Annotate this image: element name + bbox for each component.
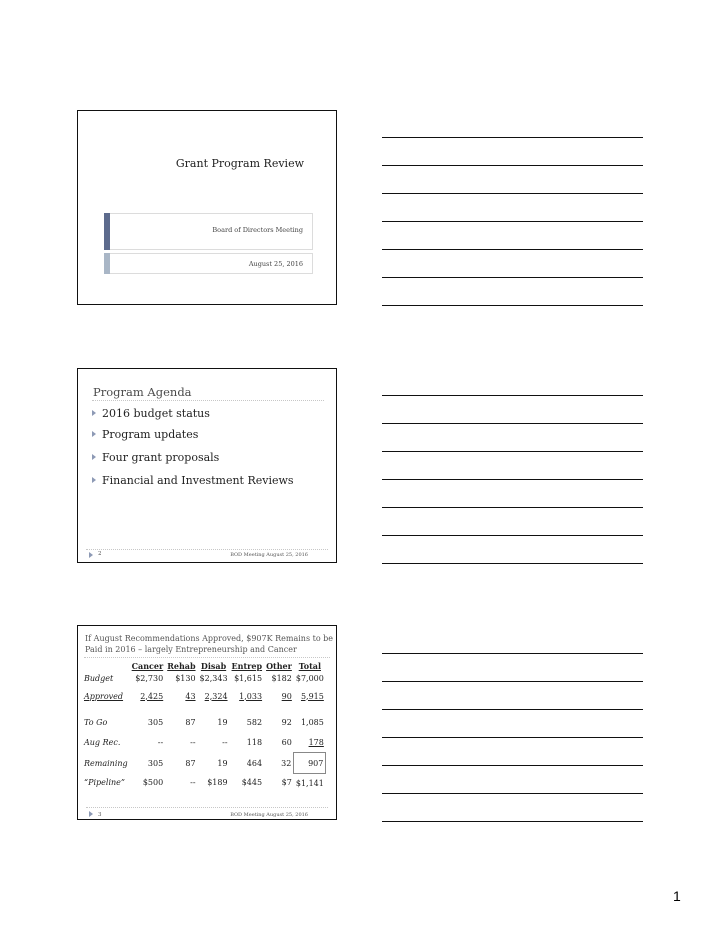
table-cell: 2,425: [140, 691, 164, 701]
row-label: To Go: [84, 718, 108, 727]
note-line: [382, 535, 643, 536]
table-cell: 87: [185, 718, 196, 727]
slide-3: [77, 625, 337, 820]
note-line: [382, 137, 643, 138]
title-divider: [84, 657, 330, 658]
agenda-item: [92, 428, 198, 441]
agenda-item-text: Financial and Investment Reviews: [102, 474, 294, 487]
table-row: [83, 685, 326, 707]
table-cell: 43: [185, 691, 196, 701]
table-cell: $1,615: [234, 673, 263, 683]
table-cell: 19: [217, 758, 228, 768]
footer-arrow-icon: [89, 552, 93, 558]
table-cell: $189: [207, 778, 228, 788]
column-header: Total: [298, 660, 321, 671]
note-line: [382, 793, 643, 794]
note-line: [382, 395, 643, 396]
slide-footer: BOD Meeting August 25, 2016: [230, 552, 308, 558]
table-cell: --: [157, 737, 164, 747]
bullet-arrow-icon: [92, 454, 96, 460]
subtitle-box: [110, 213, 313, 250]
agenda-item-text: 2016 budget status: [102, 407, 210, 420]
note-line: [382, 277, 643, 278]
table-row: [83, 753, 326, 774]
table-cell: $182: [271, 673, 292, 683]
budget-table: [83, 660, 326, 792]
agenda-item: [92, 474, 294, 487]
table-cell: 1,033: [239, 691, 263, 701]
table-cell: $500: [142, 778, 164, 788]
column-header: Entrep: [231, 660, 263, 671]
table-cell: 582: [246, 718, 263, 727]
note-line: [382, 821, 643, 822]
table-header-row: [83, 660, 326, 671]
column-header: Rehab: [167, 660, 196, 671]
page-number: 1: [673, 888, 681, 904]
corner-cell: [83, 660, 130, 671]
column-header: Disab: [200, 660, 227, 671]
note-line: [382, 709, 643, 710]
table-row: [83, 774, 326, 793]
note-line: [382, 305, 643, 306]
table-cell: $7: [281, 778, 292, 788]
table-cell: $2,343: [199, 673, 228, 683]
note-line: [382, 221, 643, 222]
slide-1-date: August 25, 2016: [248, 260, 303, 268]
table-cell: 2,324: [204, 691, 228, 701]
row-label: Budget: [84, 673, 114, 683]
table-cell: $7,000: [295, 673, 324, 683]
title-divider: [92, 400, 324, 401]
table-cell: $2,730: [135, 673, 164, 683]
table-cell: 464: [246, 758, 263, 768]
slide-number: 2: [98, 551, 102, 557]
table-cell: 87: [185, 758, 196, 768]
agenda-item-text: Program updates: [102, 428, 199, 441]
note-line: [382, 681, 643, 682]
note-line: [382, 165, 643, 166]
table-cell: 305: [147, 758, 164, 768]
note-line: [382, 193, 643, 194]
agenda-item-text: Four grant proposals: [102, 451, 220, 464]
row-label: “Pipeline”: [84, 778, 125, 788]
note-line: [382, 765, 643, 766]
note-line: [382, 479, 643, 480]
table-cell: 1,085: [300, 718, 324, 727]
footer-arrow-icon: [89, 811, 93, 817]
note-line: [382, 451, 643, 452]
slide-1-subtitle: Board of Directors Meeting: [212, 226, 303, 234]
table-cell: --: [222, 737, 228, 747]
table-cell: 32: [281, 758, 292, 768]
date-box: [110, 253, 313, 274]
column-header: Cancer: [131, 660, 164, 671]
slide-3-title: If August Recommendations Approved, $907K Remains to be Paid in 2016 – largely Entrepreneurship and Cancer: [85, 634, 334, 654]
slide-2: [77, 368, 337, 563]
table-cell: 92: [281, 718, 292, 727]
highlighted-total-cell: 907: [294, 753, 326, 774]
slide-2-title: Program Agenda: [93, 385, 192, 399]
table-row: [83, 732, 326, 753]
row-label: Aug Rec.: [84, 737, 121, 747]
table-cell: $1,141: [295, 778, 324, 788]
table-cell: --: [190, 737, 196, 747]
table-cell: 60: [281, 737, 292, 747]
table-row: [83, 671, 326, 685]
table-cell: $130: [175, 673, 196, 683]
table-cell: 178: [308, 737, 324, 747]
column-header: Other: [266, 660, 292, 671]
footer-divider: [86, 807, 328, 808]
table-cell: 5,915: [300, 691, 324, 701]
slide-footer: BOD Meeting August 25, 2016: [230, 812, 308, 818]
agenda-item: [92, 451, 219, 464]
table-cell: $445: [241, 778, 263, 788]
agenda-item: [92, 407, 210, 420]
table-cell: 305: [147, 718, 164, 727]
slide-1: [77, 110, 337, 305]
note-line: [382, 249, 643, 250]
table-cell: --: [190, 778, 196, 788]
table-row: [83, 707, 326, 732]
note-line: [382, 507, 643, 508]
footer-divider: [86, 549, 328, 550]
table-cell: 118: [246, 737, 263, 747]
note-line: [382, 423, 643, 424]
note-line: [382, 563, 643, 564]
bullet-arrow-icon: [92, 477, 96, 483]
bullet-arrow-icon: [92, 410, 96, 416]
row-label: Approved: [84, 691, 124, 701]
bullet-arrow-icon: [92, 431, 96, 437]
table-cell: 90: [281, 691, 292, 701]
slide-number: 3: [98, 812, 102, 818]
table-cell: 19: [217, 718, 228, 727]
note-line: [382, 737, 643, 738]
note-line: [382, 653, 643, 654]
row-label: Remaining: [84, 758, 128, 768]
slide-1-title: Grant Program Review: [175, 157, 304, 170]
